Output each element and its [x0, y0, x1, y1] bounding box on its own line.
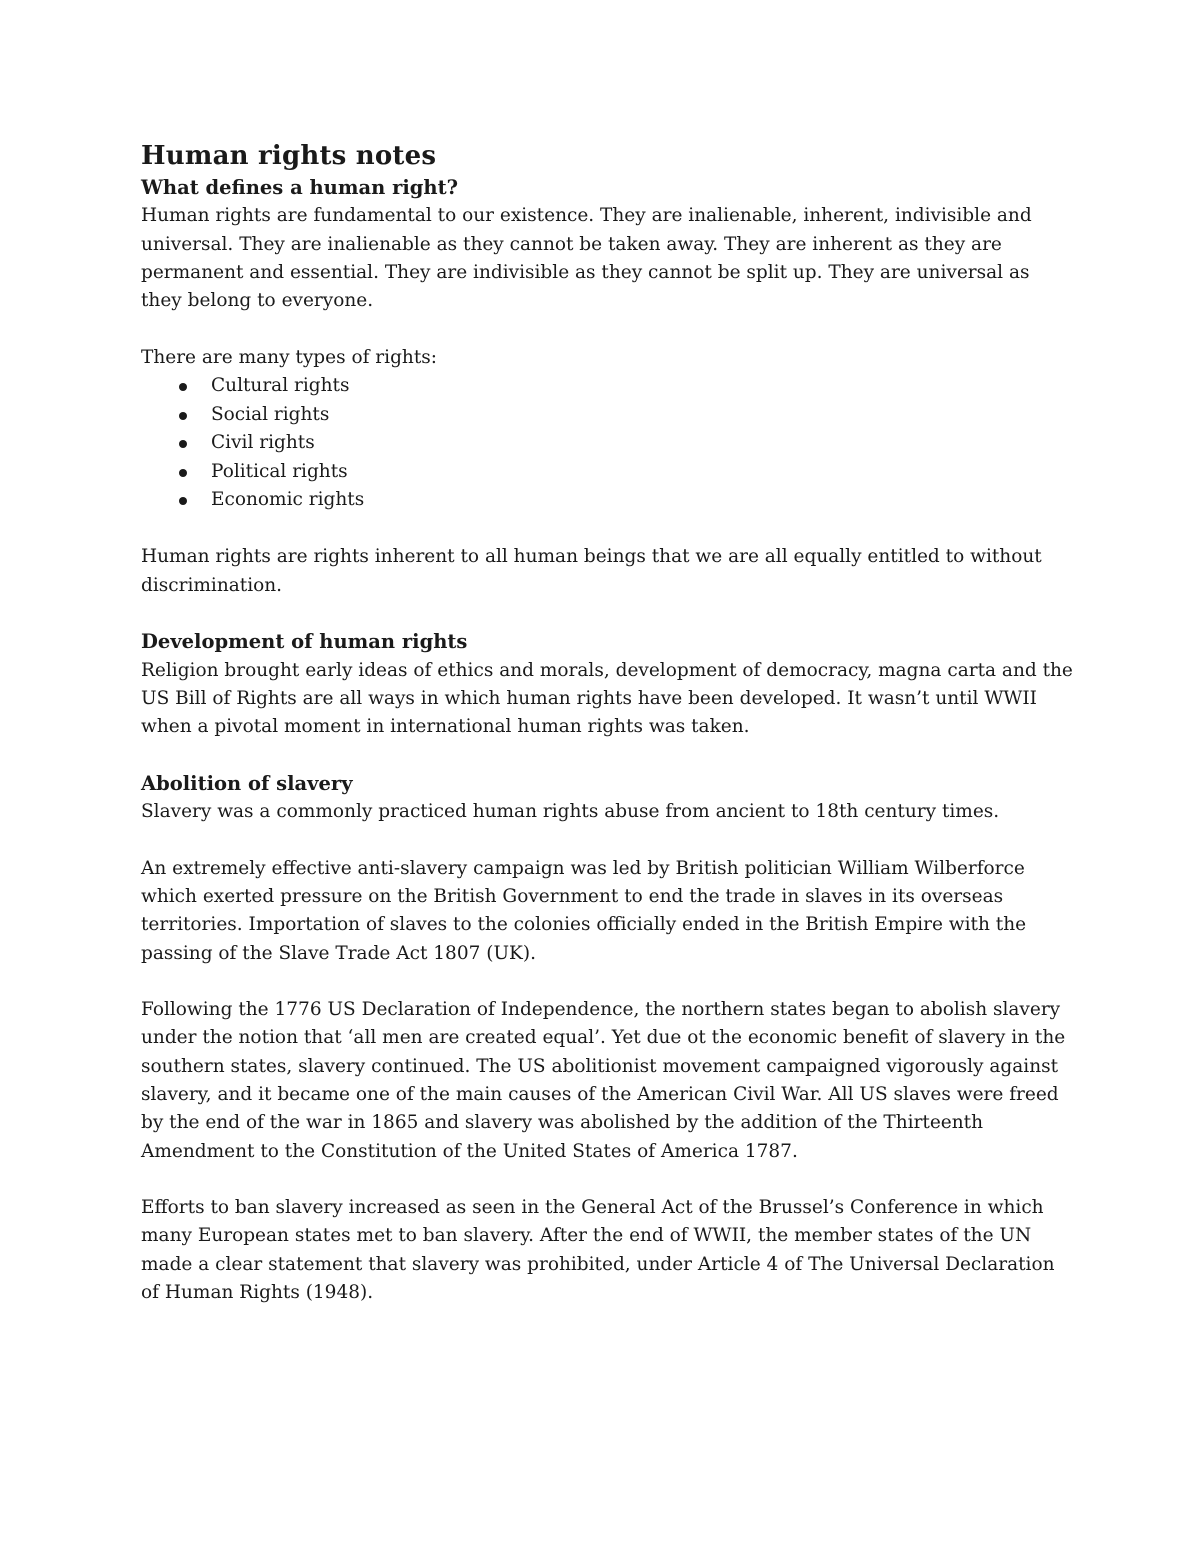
- spacer: [141, 826, 1076, 854]
- list-item: [175, 372, 1076, 401]
- list-item-label: Cultural rights: [211, 375, 350, 397]
- paragraph-slavery-4: Efforts to ban slavery increased as seen in the General Act of the Brussel’s Conference in which many European states met to ban slavery. After the end of WWII, the member states of the UN made a clear statement that slavery was prohibited, under Article 4 of The Universal Declaration of Human Rights (1948).: [141, 1197, 1055, 1304]
- list-item-label: Civil rights: [211, 432, 315, 454]
- paragraph-defines-2: Human rights are rights inherent to all human beings that we are all equally entitled to without discrimination.: [141, 546, 1042, 596]
- list-item-label: Social rights: [211, 403, 330, 425]
- bullet-icon: [179, 412, 187, 420]
- heading-development: Development of human rights: [141, 630, 468, 654]
- list-item: [175, 401, 1076, 430]
- spacer: [141, 968, 1076, 996]
- paragraph-slavery-1: Slavery was a commonly practiced human rights abuse from ancient to 18th century times.: [141, 801, 1000, 823]
- paragraph-slavery-3: Following the 1776 US Declaration of Independence, the northern states began to abolish slavery under the notion that ‘all men are created equal’. Yet due ot the economic benefit of slavery in the southern states, slavery continued. The US abolitionist movement campaigned vigorously against slavery, and it became one of the main causes of the American Civil War. All US slaves were freed by the end of the war in 1865 and slavery was abolished by the addition of the Thirteenth Amendment to the Constitution of the United States of America 1787.: [141, 999, 1066, 1162]
- heading-what-defines: What defines a human right?: [141, 176, 459, 199]
- bullet-icon: [179, 469, 187, 477]
- spacer: [141, 515, 1076, 543]
- rights-types-list: [141, 372, 1076, 515]
- bullet-icon: [179, 440, 187, 448]
- list-item: [175, 429, 1076, 458]
- list-item: [175, 458, 1076, 487]
- spacer: [141, 600, 1076, 628]
- heading-abolition: Abolition of slavery: [141, 771, 353, 795]
- spacer: [141, 1166, 1076, 1194]
- spacer: [141, 741, 1076, 769]
- paragraph-defines-1: Human rights are fundamental to our existence. They are inalienable, inherent, indivisible and universal. They are inalienable as they cannot be taken away. They are inherent as they are permanent and essential. They are indivisible as they cannot be split up. They are universal as they belong to everyone.: [141, 205, 1032, 312]
- spacer: [141, 315, 1076, 343]
- bullet-icon: [179, 497, 187, 505]
- document-page: [141, 138, 1076, 1307]
- list-item: [175, 486, 1076, 515]
- document-title: Human rights notes: [141, 141, 437, 171]
- bullet-icon: [179, 383, 187, 391]
- paragraph-slavery-2: An extremely effective anti-slavery campaign was led by British politician William Wilberforce which exerted pressure on the British Government to end the trade in slaves in its overseas territories. Importation of slaves to the colonies officially ended in the British Empire with the passing of the Slave Trade Act 1807 (UK).: [141, 857, 1027, 964]
- paragraph-types-intro: There are many types of rights:: [141, 346, 437, 368]
- list-item-label: Political rights: [211, 460, 348, 482]
- paragraph-development-1: Religion brought early ideas of ethics and morals, development of democracy, magna carta and the US Bill of Rights are all ways in which human rights have been developed. It wasn’t until WWII when a pivotal moment in international human rights was taken.: [141, 659, 1073, 738]
- list-item-label: Economic rights: [211, 489, 365, 511]
